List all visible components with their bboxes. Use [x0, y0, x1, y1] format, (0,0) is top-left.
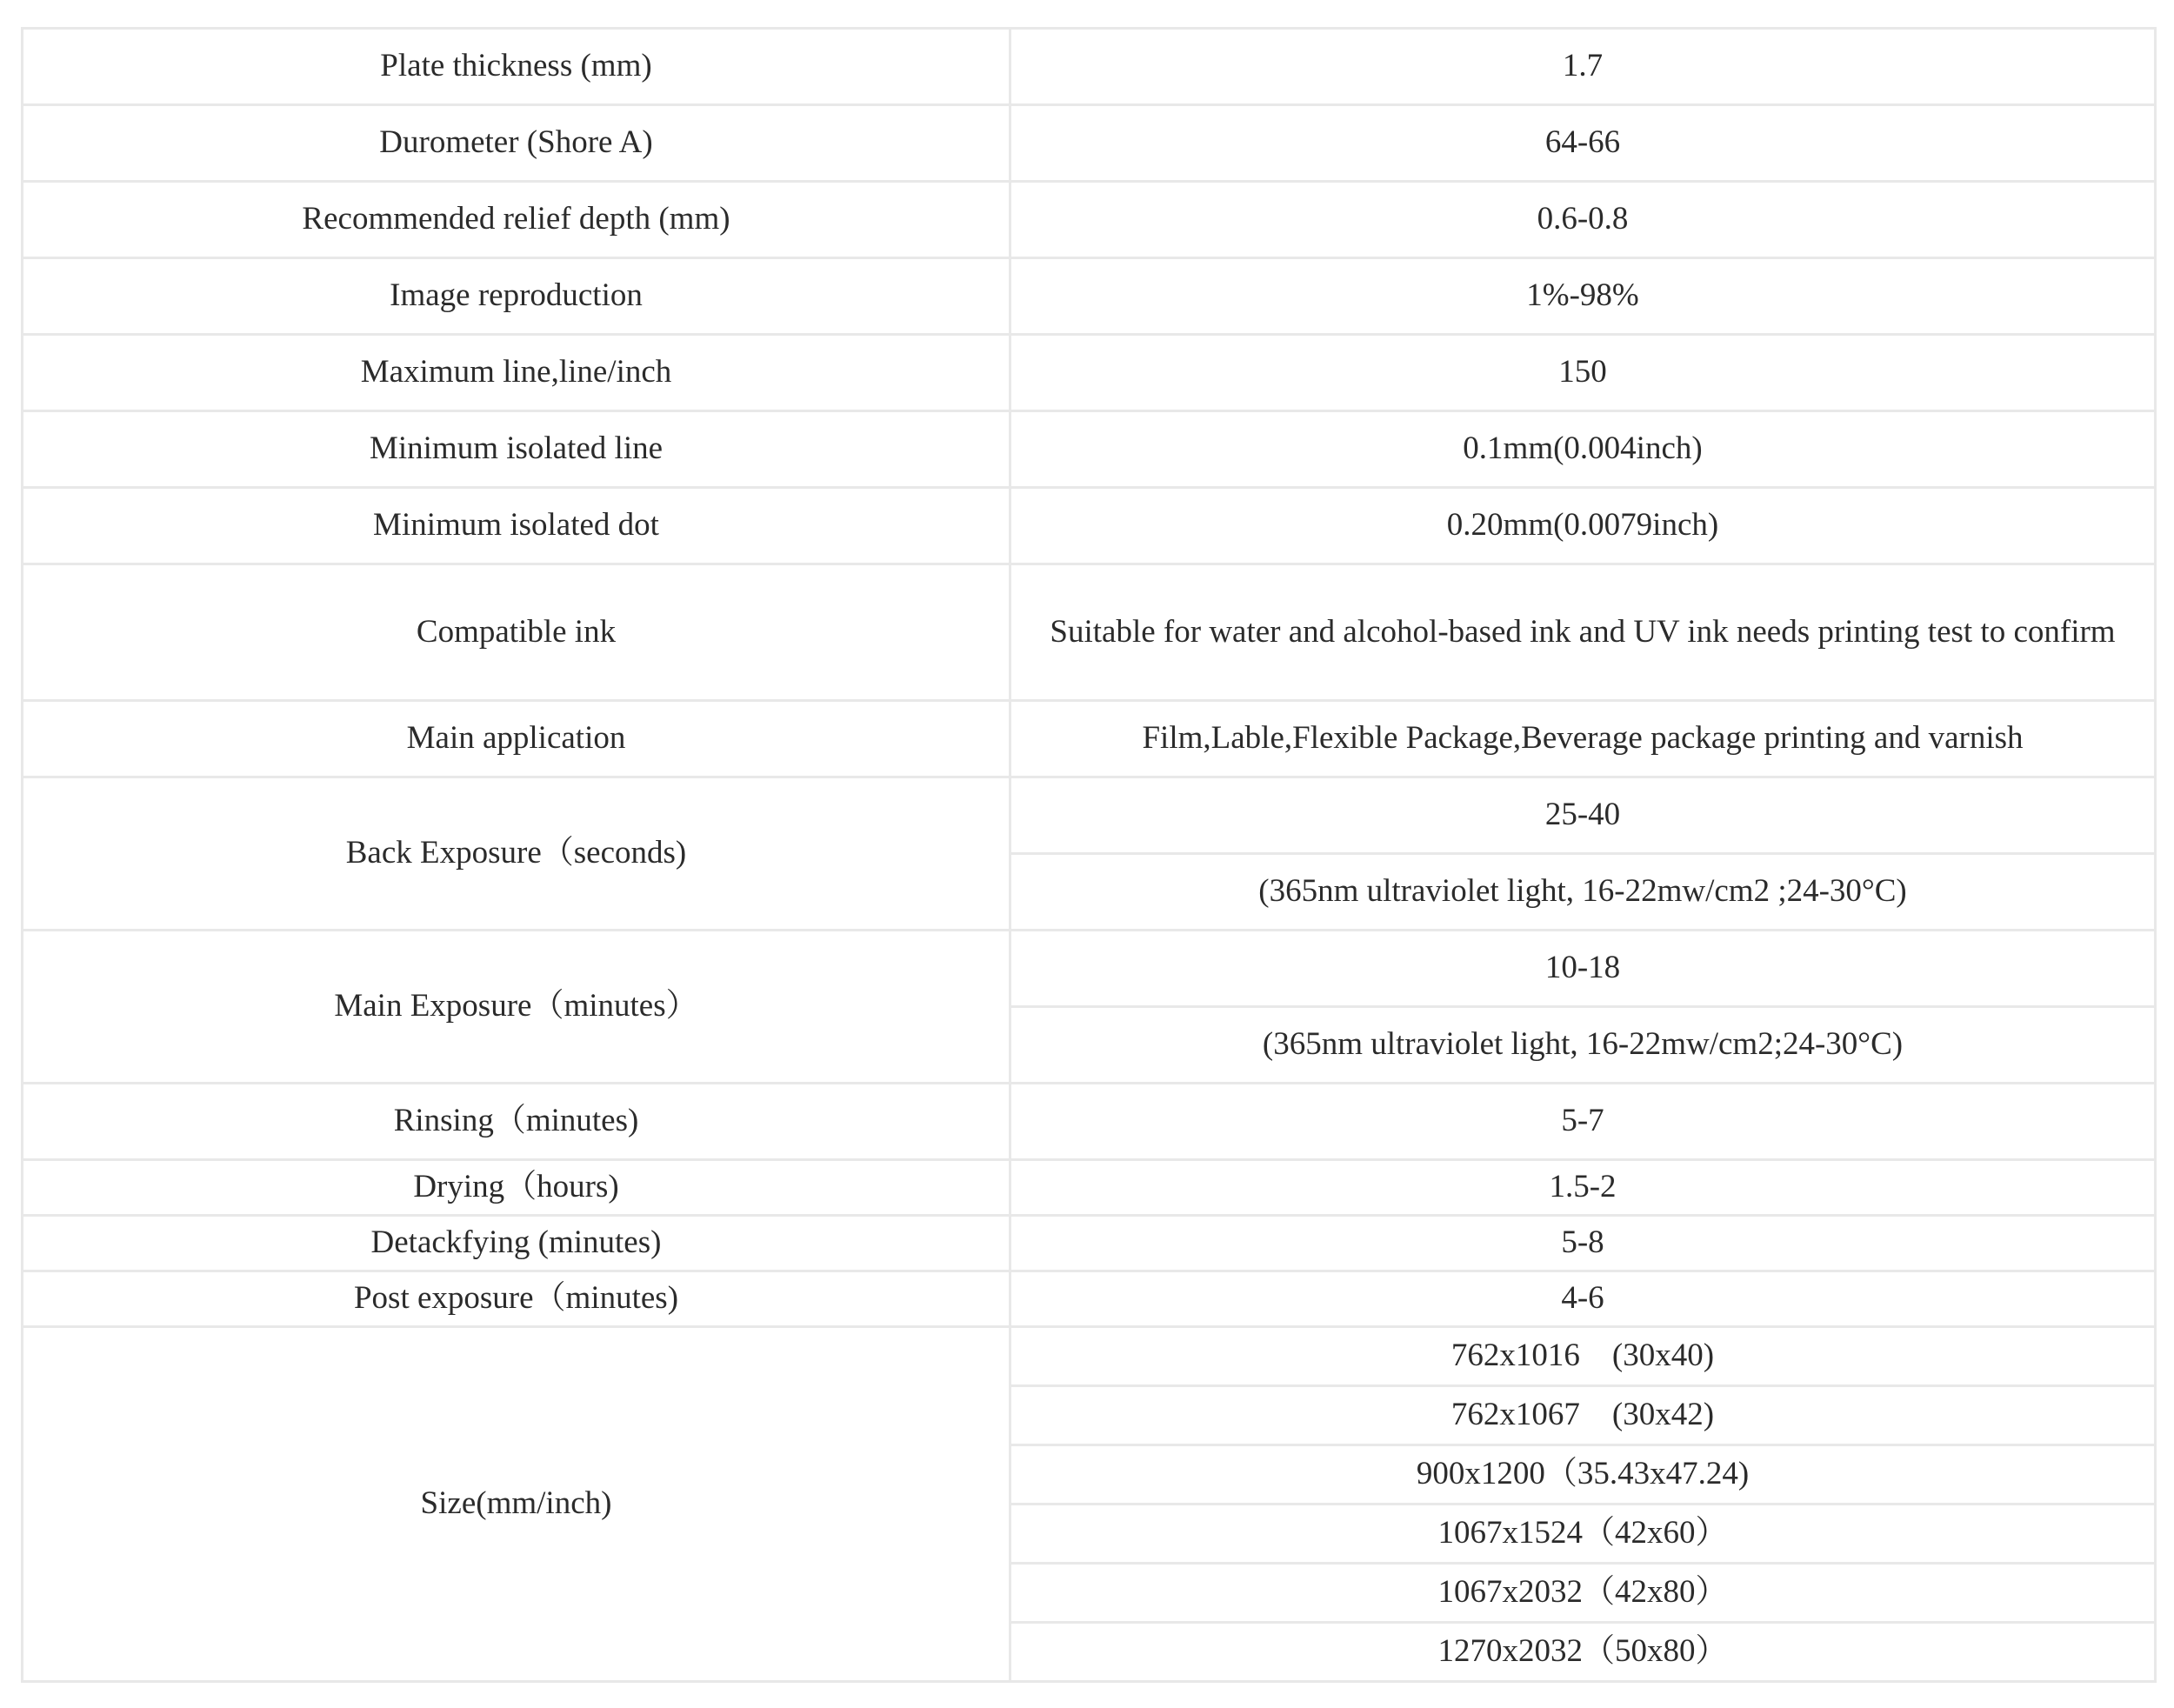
row-label: Post exposure（minutes)	[23, 1271, 1010, 1327]
size-value: 762x1067 (30x42)	[1010, 1386, 2156, 1445]
table-row	[23, 701, 2156, 777]
row-label: Recommended relief depth (mm)	[23, 182, 1010, 258]
row-value-detail: (365nm ultraviolet light, 16-22mw/cm2;24-30°C)	[1010, 1007, 2156, 1084]
row-label: Main Exposure（minutes）	[23, 931, 1010, 1084]
table-row	[23, 182, 2156, 258]
table-row	[23, 258, 2156, 335]
table-row	[23, 105, 2156, 182]
row-value: 0.6-0.8	[1010, 182, 2156, 258]
size-value: 1270x2032（50x80）	[1010, 1623, 2156, 1682]
row-value: 64-66	[1010, 105, 2156, 182]
row-label: Minimum isolated dot	[23, 488, 1010, 564]
size-value: 1067x1524（42x60）	[1010, 1505, 2156, 1564]
row-label: Compatible ink	[23, 564, 1010, 701]
row-value: 1%-98%	[1010, 258, 2156, 335]
row-label: Main application	[23, 701, 1010, 777]
table-row	[23, 1160, 2156, 1216]
row-label: Drying（hours)	[23, 1160, 1010, 1216]
row-label: Minimum isolated line	[23, 411, 1010, 488]
table-row	[23, 931, 2156, 1007]
table-row	[23, 564, 2156, 701]
row-label: Image reproduction	[23, 258, 1010, 335]
table-row	[23, 1327, 2156, 1386]
row-value: 5-7	[1010, 1084, 2156, 1160]
spec-table	[21, 27, 2157, 1683]
size-label: Size(mm/inch)	[23, 1327, 1010, 1682]
size-value: 1067x2032（42x80）	[1010, 1564, 2156, 1623]
row-label: Plate thickness (mm)	[23, 29, 1010, 105]
row-value: 1.5-2	[1010, 1160, 2156, 1216]
row-value: 5-8	[1010, 1216, 2156, 1271]
row-value: 10-18	[1010, 931, 2156, 1007]
row-label: Detackfying (minutes)	[23, 1216, 1010, 1271]
table-row	[23, 1216, 2156, 1271]
row-value: Film,Lable,Flexible Package,Beverage package printing and varnish	[1010, 701, 2156, 777]
row-value: 0.20mm(0.0079inch)	[1010, 488, 2156, 564]
table-row	[23, 411, 2156, 488]
size-value: 900x1200（35.43x47.24)	[1010, 1445, 2156, 1505]
row-value-detail: (365nm ultraviolet light, 16-22mw/cm2 ;24-30°C)	[1010, 854, 2156, 931]
table-row	[23, 1271, 2156, 1327]
row-label: Rinsing（minutes)	[23, 1084, 1010, 1160]
row-label: Durometer (Shore A)	[23, 105, 1010, 182]
table-row	[23, 1084, 2156, 1160]
table-row	[23, 29, 2156, 105]
row-label: Maximum line,line/inch	[23, 335, 1010, 411]
table-row	[23, 335, 2156, 411]
row-value: 25-40	[1010, 777, 2156, 854]
row-value: 1.7	[1010, 29, 2156, 105]
row-value: 4-6	[1010, 1271, 2156, 1327]
row-value: Suitable for water and alcohol-based ink and UV ink needs printing test to confirm	[1010, 564, 2156, 701]
table-row	[23, 488, 2156, 564]
row-value: 150	[1010, 335, 2156, 411]
row-label: Back Exposure（seconds)	[23, 777, 1010, 931]
row-value: 0.1mm(0.004inch)	[1010, 411, 2156, 488]
size-value: 762x1016 (30x40)	[1010, 1327, 2156, 1386]
table-row	[23, 777, 2156, 854]
